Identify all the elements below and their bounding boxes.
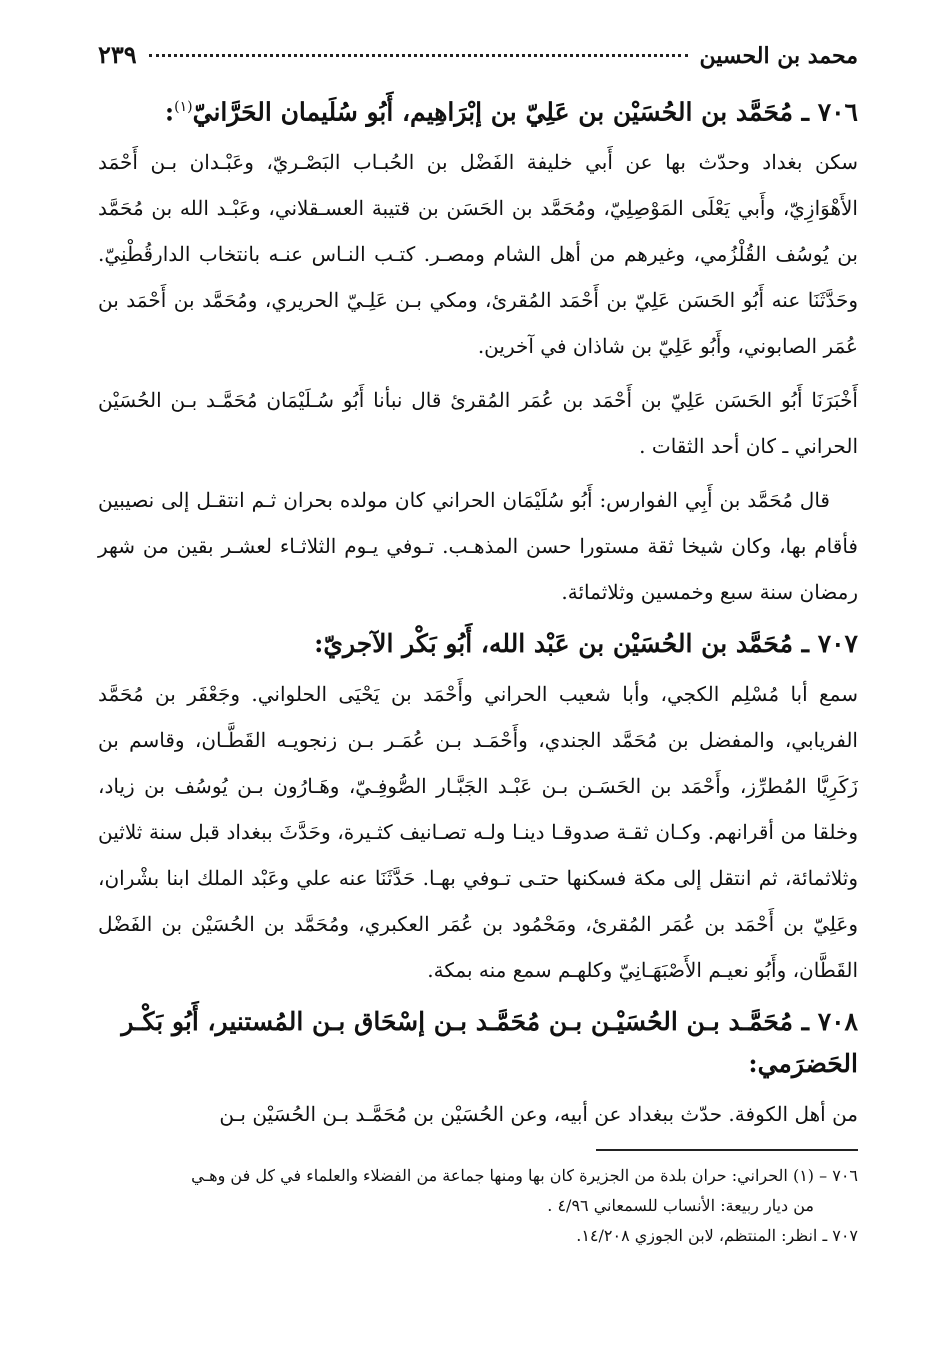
footnote: ٧٠٧ ـ انظر: المنتظم، لابن الجوزي ١٤/٢٠٨. [576,1226,858,1246]
footnote: ٧٠٦ – (١) الحراني: حران بلدة من الجزيرة كان بها ومنها جماعة من الفضلاء والعلماء في كل فن وهـي [191,1166,858,1186]
entry-heading-colon: : [164,97,175,127]
running-head-title: محمد بن الحسين [699,43,858,69]
page-number: ٢٣٩ [98,40,137,69]
footnote-reference: (١) [174,99,193,115]
entry-706 [98,86,858,615]
running-head [98,40,858,84]
footnote-continuation: من ديار ربيعة: الأنساب للسمعاني ٤/٩٦ . [547,1196,814,1216]
paragraph: أَخْبَرَنَا أَبُو الحَسَن عَلِيّ بن أَحْمَد بن عُمَر المُقرئ قال نبأنا أَبُو سُـلَيْمَان مُحَمَّـد بـن الحُسَيْن الحراني ـ كان أحد الثقات . [98,388,858,459]
entry-heading-text: ٧٠٦ ـ مُحَمَّد بن الحُسَيْن بن عَلِيّ بن إبْرَاهِيم، أَبُو سُلَيمان الحَرَّانيّ [192,97,858,127]
footnote-divider [596,1149,858,1151]
paragraph: قال مُحَمَّد بن أَبِي الفوارس: أَبُو سُلَيْمَان الحراني كان مولده بحران ثـم انتقـل إلى نصيبين فأقام بها، وكان شيخا ثقة مستورا حسن المذهـب. تـوفي يـوم الثلاثـاء لعشـر بقين من شهر رمضان سنة سبع وخمسين وثلاثمائة. [98,488,858,605]
entry-heading [98,86,858,133]
entry-707 [98,623,858,993]
book-page [98,40,858,1340]
entry-heading: ٧٠٨ ـ مُحَمَّـد بـن الحُسَيْـن بـن مُحَمَّـد بـن إسْحَاق بـن المُستنير، أَبُو بَكْـر الحَضرَمي: [121,1007,858,1079]
leader-dots [149,54,688,57]
footnotes [98,1161,858,1251]
entry-708 [98,1001,858,1137]
entry-heading: ٧٠٧ ـ مُحَمَّد بن الحُسَيْن بن عَبْد الله، أَبُو بَكْر الآجريّ: [314,629,858,659]
paragraph: سكن بغداد وحدّث بها عن أَبي خليفة الفَضْل بن الحُبـاب البَصْـريّ، وعَبْـدان بـن أَحْمَد الأَهْوَازِيّ، وأَبي يَعْلَى المَوْصِلِيّ، ومُحَمَّد بن الحَسَن بن قتيبة العسـقلاني، وعَبْـد الله بن مُحَمَّد بن يُوسُف القُلْزُمي، وغيرهم من أهل الشام ومصـر. كتـب النـاس عنـه بانتخاب الدارقُطْنِيّ. وحَدَّثَنَا عنه أَبُو الحَسَن عَلِيّ بن أَحْمَد المُقرئ، ومكي بـن عَلِـيّ الحريري، ومُحَمَّد بن أَحْمَد بن عُمَر الصابوني، وأَبُو عَلِيّ بن شاذان في آخرين. [98,150,858,359]
paragraph: سمع أبا مُسْلِم الكجي، وأبا شعيب الحراني وأَحْمَد بن يَحْيَى الحلواني. وجَعْفَر بن مُحَمَّد الفريابي، والمفضل بن مُحَمَّد الجندي، وأَحْمَـد بـن عُمَـر بـن زنجويـه القَطَّـان، وقاسم بن زَكَرِيَّا المُطرِّز، وأَحْمَد بن الحَسَـن بـن عَبْـد الجَبَّـار الصُّوفِـيّ، وهَـارُون بـن يُوسُف بن زياد، وخلقا من أقرانهم. وكـان ثقـة صدوقـا دينـا ولـه تصـانيف كثـيرة، وحَدَّثَ ببغداد قبل سنة ثلاثين وثلاثمائة، ثم انتقل إلى مكة فسكنها حتـى تـوفي بهـا. حَدَّثَنَا عنه علي وعَبْد الملك ابنا بشْران، وعَلِيّ بن أَحْمَد بن عُمَر المُقرئ، ومَحْمُود بن عُمَر العكبري، ومُحَمَّد بن الحُسَيْن بن الفَضْل القَطَّان، وأَبُو نعيـم الأَصْبَهَـانِيّ وكلهـم سمع منه بمكة. [98,682,858,983]
paragraph: من أهل الكوفة. حدّث ببغداد عن أبيه، وعن الحُسَيْن بن مُحَمَّـد بـن الحُسَيْن بـن [219,1102,858,1127]
